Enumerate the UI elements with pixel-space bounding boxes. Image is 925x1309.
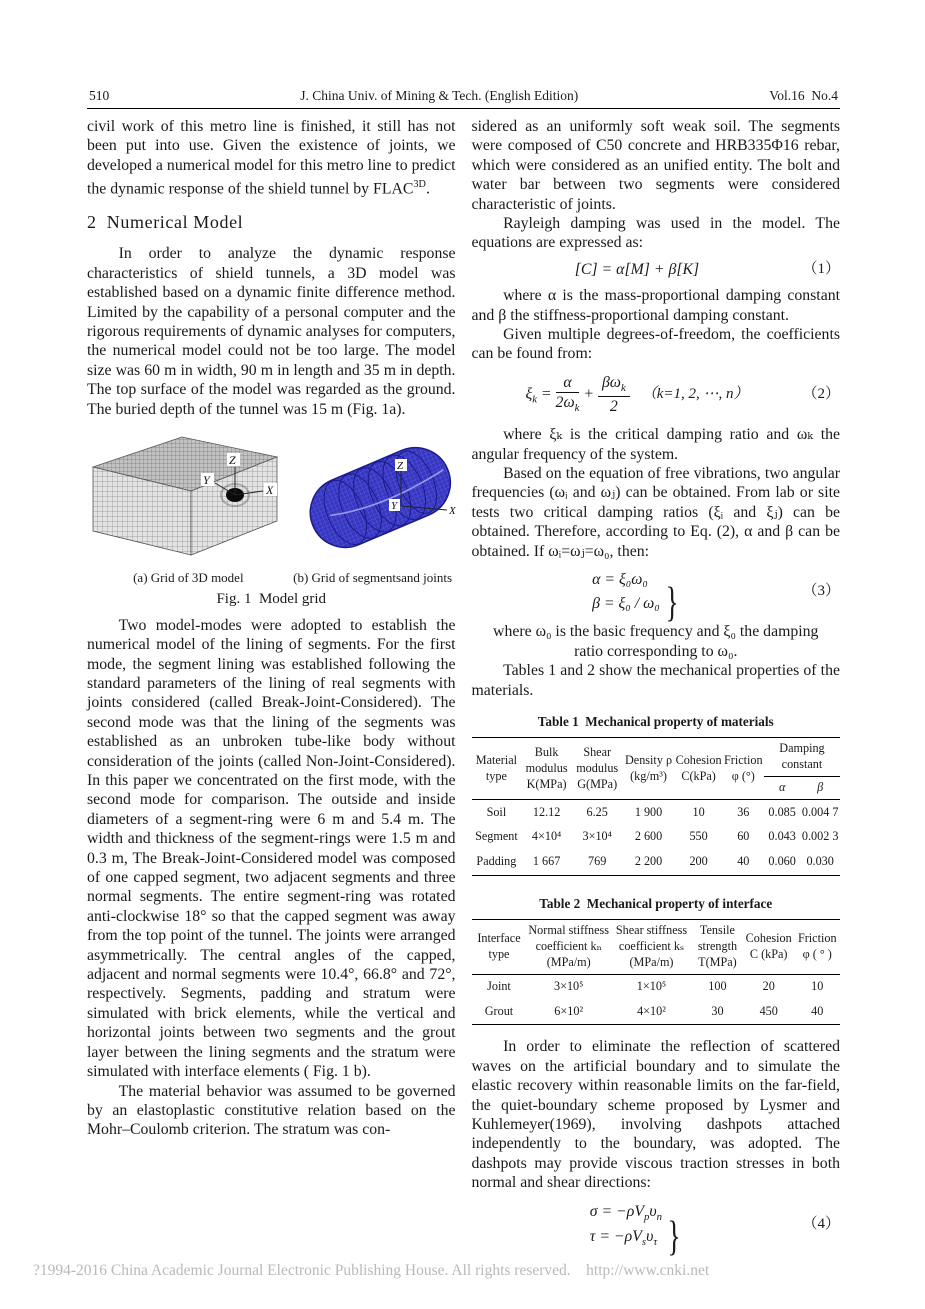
table-cell: 2 600 [634, 829, 663, 844]
table-cell: Segment [475, 829, 518, 844]
paragraph: Given multiple degrees-of-freedom, the coefficients can be found from: [471, 326, 840, 363]
column-left [87, 117, 456, 1257]
axis-label-y: Y [391, 499, 398, 512]
fraction [556, 374, 580, 415]
table2-header-tensile: Tensile strength T(MPa) [697, 923, 738, 969]
paragraph [87, 117, 456, 199]
table-cell: Joint [487, 979, 511, 994]
equation-body: [C] = α[M] + β[K] [574, 260, 700, 278]
equation-term: 2ω [555, 394, 575, 412]
equation-term: υ [649, 1202, 657, 1220]
equation-body [472, 1200, 803, 1260]
table1-header-friction: Friction φ (°) [723, 752, 763, 783]
equation-1 [472, 260, 841, 279]
figure-1 [87, 431, 456, 610]
table-cell: 6×10² [554, 1003, 584, 1018]
table1-header-alpha: α [778, 780, 786, 795]
equation-subscript: τ [653, 1236, 658, 1249]
table2-header-interface: Interface type [477, 930, 521, 961]
table2-header-friction: Friction φ ( ° ) [797, 930, 837, 961]
equation-stack [592, 568, 660, 615]
axis-label-z: Z [229, 452, 236, 467]
table-cell: Padding [476, 854, 517, 869]
table-header-row [472, 920, 841, 975]
equation-subscript: k [574, 402, 580, 415]
equation-body [472, 374, 803, 415]
figure-caption-a: (a) Grid of 3D model [133, 569, 244, 585]
equation-term: τ = −ρV [589, 1227, 642, 1245]
axis-label-x: X [266, 482, 274, 497]
equation-line: α = ξ₀ω₀ [592, 571, 648, 589]
table-cell: 36 [737, 804, 750, 819]
table-cell: 0.043 [768, 829, 796, 844]
table2-header-cohesion: Cohesion C (kPa) [745, 930, 792, 961]
equation-subscript: k [620, 382, 626, 395]
table1-header-bulk: Bulk modulus K(MPa) [525, 744, 568, 791]
equation-subscript: k [532, 393, 537, 406]
table-cell: 6.25 [586, 804, 608, 819]
paragraph [472, 622, 841, 661]
page-number: 510 [89, 88, 110, 103]
fraction-numerator [598, 374, 630, 397]
paragraph: sidered as an uniformly soft weak soil. The segments were composed of C50 concrete and HRB335Φ16 rebar, which were considered as an unified entity. The bolt and water bar between two segments were considered characteristic of joints. [471, 118, 840, 213]
table1-header-density: Density ρ (kg/m³) [625, 752, 673, 783]
equation-body [472, 568, 803, 627]
axis-label-y: Y [203, 472, 210, 487]
table-cell: 40 [811, 1003, 824, 1018]
paragraph: The material behavior was assumed to be governed by an elastoplastic constitutive relation based on the Mohr–Coulomb criterion. The stratum was con- [87, 1082, 456, 1139]
axis-label-z: Z [397, 459, 404, 472]
figure-caption-b: (b) Grid of segmentsand joints [293, 569, 453, 585]
column-right [471, 117, 841, 1260]
paragraph: where α is the mass-proportional damping constant and β the stiffness-proportional damping constant. [471, 287, 840, 324]
equation-line [590, 1200, 662, 1225]
table-cell: 30 [711, 1003, 724, 1018]
table-cell: 12.12 [532, 804, 561, 819]
equation-term: ξ [525, 385, 533, 403]
table-cell: 10 [811, 979, 824, 994]
equation-number: （3） [802, 583, 840, 600]
table1-header-material: Material type [475, 752, 518, 783]
table2-header-shear: Shear stiffness coefficient kₛ (MPa/m) [615, 923, 688, 969]
table-row [472, 800, 841, 825]
table1-header-beta: β [817, 780, 824, 795]
journal-title: J. China Univ. of Mining & Tech. (English Edition) [300, 88, 579, 103]
table-cell: 3×10⁴ [582, 829, 612, 844]
table-cell: 1 667 [532, 854, 561, 869]
table-cell: 0.085 [768, 804, 796, 819]
table1-header-shear: Shear modulus G(MPa) [576, 744, 619, 791]
page-header [87, 88, 840, 109]
table-cell: 0.004 7 [801, 804, 839, 819]
equation-3 [472, 568, 841, 627]
paragraph-text: ratio corresponding to ω₀. [574, 642, 738, 660]
table-row [472, 974, 841, 999]
equation-subscript: s [641, 1236, 647, 1249]
table-1 [472, 737, 841, 875]
equation-number: （4） [802, 1216, 840, 1233]
section-heading: 2 Numerical Model [87, 211, 244, 232]
equation-line [590, 1225, 662, 1250]
figure-1b-image [299, 431, 459, 559]
paragraph: In order to analyze the dynamic response characteristics of shield tunnels, a 3D model was established based on a dynamic finite difference method. Limited by the capability of a personal computer and the rigorous requirements of dynamic analyses for computers, the numerical model could not be too large. The model size was 60 m in width, 90 m in length and 35 m in depth. The top surface of the model was regarded as the ground. The buried depth of the tunnel was 15 m (Fig. 1a). [87, 245, 456, 418]
table-cell: 200 [689, 854, 708, 869]
table-cell: 100 [708, 979, 727, 994]
volume-info: Vol.16 No.4 [769, 88, 838, 103]
table-header-row [472, 738, 841, 777]
equation-condition: （k=1, 2, ⋯, n） [641, 386, 749, 403]
paragraph-text: where ω₀ is the basic frequency and ξ₀ the damping [493, 623, 819, 641]
fraction-denominator: 2 [609, 397, 618, 415]
superscript-3d: 3D [413, 179, 426, 191]
table-cell: 3×10⁵ [554, 979, 584, 994]
equation-line: β = ξ₀ / ω₀ [592, 594, 660, 612]
fraction-numerator: α [556, 374, 580, 393]
paragraph: In order to eliminate the reflection of scattered waves on the artificial boundary and to simulate the elastic recovery within reasonable limits on the far-field, the quiet-boundary scheme proposed by Lysmer and Kuhlemeyer(1969), involving dashpots attached independently to the boundary, was adopted. The dashpots may provide viscous traction stresses in both normal and shear directions: [471, 1038, 840, 1192]
table-cell: Soil [486, 804, 507, 819]
fraction [598, 374, 630, 415]
paragraph: Based on the equation of free vibrations, two angular frequencies (ωᵢ and ωⱼ) can be obtained. From lab or site tests two critical damping ratios (ξᵢ and ξⱼ) can be obtained. Therefore, according to Eq. (2), α and β can be obtained. If ωᵢ=ωⱼ=ω₀, then: [471, 465, 840, 560]
table-cell: 1×10⁵ [636, 979, 667, 994]
equation-number: （2） [802, 385, 840, 402]
equation-term: = [536, 385, 556, 403]
table-2-title: Table 2 Mechanical property of interface [539, 895, 773, 911]
table-cell: 550 [689, 829, 708, 844]
table1-header-damping: Damping constant [764, 738, 840, 777]
equation-term: σ = −ρV [589, 1202, 645, 1220]
table-cell: 10 [692, 804, 705, 819]
brace-glyph: } [667, 1213, 681, 1260]
table-2 [472, 919, 841, 1025]
equation-number: （1） [802, 260, 840, 277]
equation-subscript: p [644, 1210, 650, 1223]
equation-4 [472, 1200, 841, 1260]
table-cell: 769 [588, 854, 607, 869]
table-cell: 2 200 [634, 854, 663, 869]
table-cell: 0.030 [806, 854, 834, 869]
brace-glyph: } [665, 580, 679, 627]
table2-header-normal: Normal stiffness coefficient kₙ (MPa/m) [528, 923, 610, 969]
axis-label-x: X [449, 504, 456, 517]
paragraph: where ξₖ is the critical damping ratio and ωₖ the angular frequency of the system. [471, 426, 840, 463]
figure-1a-image [87, 431, 287, 559]
equation-subscript: n [656, 1210, 663, 1223]
table-row [472, 825, 841, 850]
equation-term: + [579, 385, 598, 403]
table-cell: 40 [737, 854, 750, 869]
paragraph: Two model-modes were adopted to establish the numerical model of the lining of segments. For the first mode, the segment lining was established following the standard parameters of the lining of real segments with joints considered (called Break-Joint-Considered). The second mode was that the lining of the segments was established as an unbroken tube-like body without consideration of the joints (called Non-Joint-Considered). In this paper we concentrated on the first mode, with the second mode for comparison. The outside and inside diameters of a segment-ring were 6 m and 5.4 m. The width and thickness of the segment-rings were 1.5 m and 0.3 m, The Break-Joint-Considered model was composed of one capped segment, two adjacent segments and three normal segments. The entire segment-ring was rotated anti-clockwise 18° so that the capped segment was away from the top point of the tunnel. The joints were arranged asymmetrically. The central angles of the capped, adjacent and normal segments were 10.4°, 66.8° and 72°, respectively. Segments, padding and stratum were simulated with brick elements, while the vertical and horizontal joints between two segments and the grout layer between the lining segments and the stratum were simulated with interface elements ( Fig. 1 b). [87, 616, 456, 1081]
table-cell: 0.060 [768, 854, 796, 869]
table-cell: 60 [737, 829, 750, 844]
equation-term: βω [601, 373, 621, 391]
equation-term: υ [646, 1227, 654, 1245]
table1-header-cohesion: Cohesion C(kPa) [675, 752, 722, 783]
table-1-title: Table 1 Mechanical property of materials [537, 714, 774, 730]
table-cell: 1 900 [634, 804, 663, 819]
copyright-footer: ?1994-2016 China Academic Journal Electronic Publishing House. All rights reserved. http://www.cnki.net [33, 1262, 710, 1279]
table-cell: 4×10⁴ [531, 829, 562, 844]
paper-page [87, 88, 840, 1260]
table-row [472, 850, 841, 875]
table-cell: 20 [762, 979, 775, 994]
table-cell: 450 [759, 1003, 778, 1018]
paragraph: Rayleigh damping was used in the model. The equations are expressed as: [471, 215, 840, 252]
table-cell: Grout [484, 1003, 514, 1018]
table-cell: 4×10² [637, 1003, 666, 1018]
paragraph: Tables 1 and 2 show the mechanical properties of the materials. [471, 662, 840, 699]
figure-caption: Fig. 1 Model grid [216, 591, 327, 608]
table-row [472, 999, 841, 1024]
paragraph-text: civil work of this metro line is finished, it still has not been put into use. Given the existence of joints, we developed a numerical model for this metro line to predict the dynamic response of the shield tunnel by FLAC [87, 118, 456, 198]
table-cell: 0.002 3 [801, 829, 839, 844]
equation-stack [590, 1200, 662, 1251]
fraction-denominator [556, 393, 580, 415]
paragraph-text: . [425, 180, 430, 198]
equation-2 [472, 374, 841, 415]
